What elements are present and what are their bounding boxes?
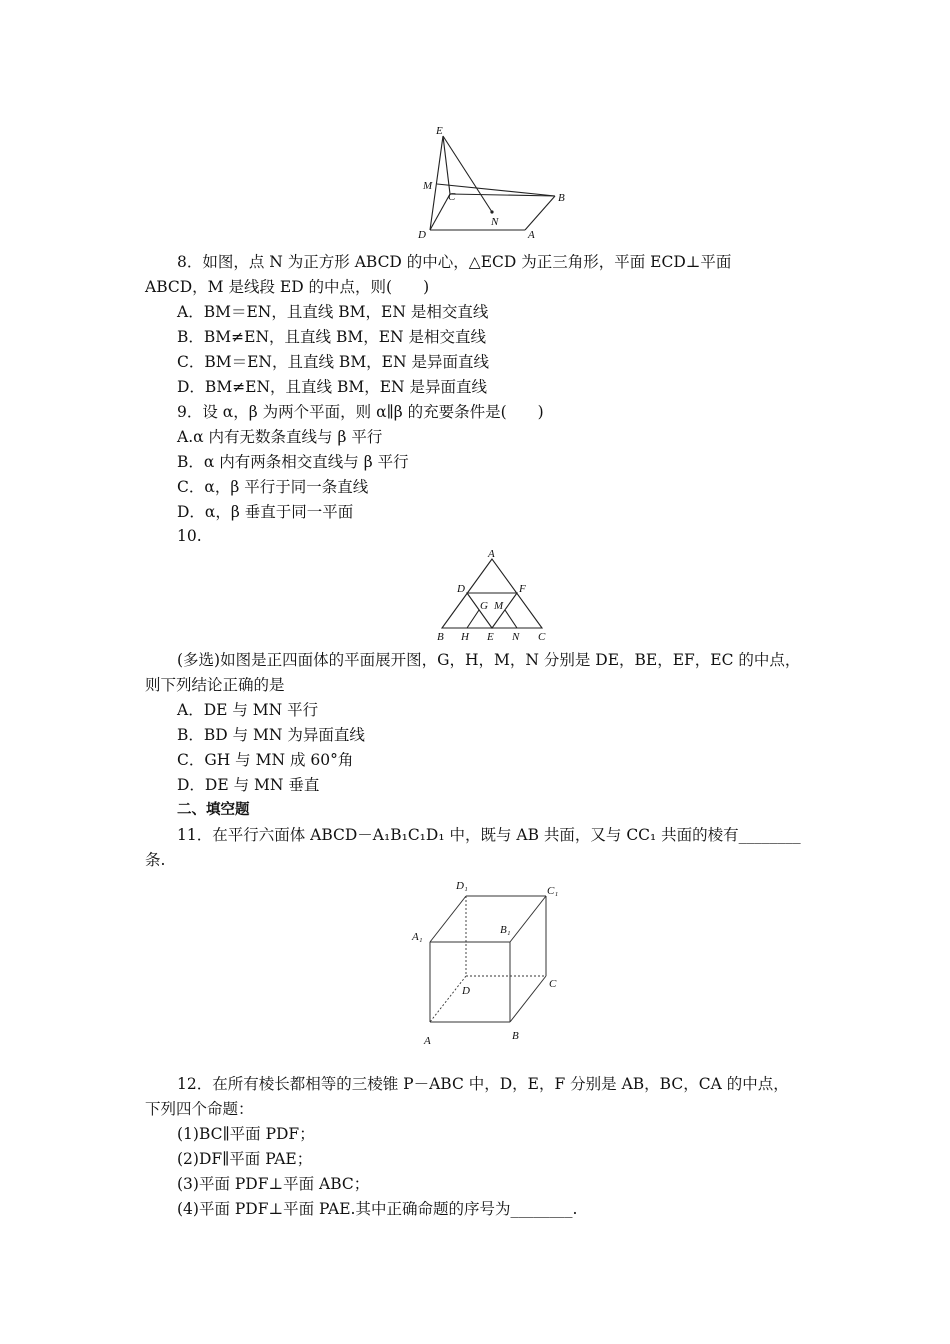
q12-item-2: (2)DF∥平面 PAE； bbox=[177, 1150, 313, 1168]
label-M: M bbox=[423, 180, 433, 192]
label-A: A bbox=[488, 548, 495, 560]
q10-stem-line2: 则下列结论正确的是 bbox=[145, 676, 285, 694]
label-A: A bbox=[528, 229, 535, 241]
q8-option-c: C．BM＝EN，且直线 BM，EN 是异面直线 bbox=[177, 353, 489, 371]
hidden-edge-DA bbox=[430, 976, 466, 1022]
label-D: D bbox=[457, 583, 465, 595]
section-heading-fill-in: 二、填空题 bbox=[177, 802, 250, 818]
q8-figure bbox=[410, 122, 570, 244]
label-B: B bbox=[437, 631, 444, 643]
label-M: M bbox=[494, 600, 504, 612]
inner-triangle-DFE bbox=[467, 593, 517, 628]
q10-number: 10. bbox=[177, 527, 202, 545]
edge-AB bbox=[525, 196, 555, 230]
edge-CB bbox=[510, 976, 546, 1022]
q9-option-d: D．α，β 垂直于同一平面 bbox=[177, 503, 354, 521]
label-D: D bbox=[462, 985, 470, 997]
point-N bbox=[490, 210, 493, 213]
label-B: B bbox=[558, 192, 565, 204]
label-D: D bbox=[418, 229, 426, 241]
label-B: B bbox=[512, 1030, 519, 1042]
q8-option-a: A．BM＝EN，且直线 BM，EN 是相交直线 bbox=[177, 303, 489, 321]
label-F: F bbox=[519, 583, 526, 595]
q10-figure bbox=[425, 545, 560, 645]
label-N: N bbox=[512, 631, 520, 643]
label-H: H bbox=[461, 631, 469, 643]
q11-stem-line2: 条. bbox=[145, 851, 166, 869]
q9-option-c: C．α，β 平行于同一条直线 bbox=[177, 478, 369, 496]
q11-stem-line1: 11．在平行六面体 ABCD－A₁B₁C₁D₁ 中，既与 AB 共面，又与 CC₁ 共面的棱有________ bbox=[177, 826, 801, 844]
segment-NM bbox=[505, 610, 517, 628]
q10-option-a: A．DE 与 MN 平行 bbox=[177, 701, 319, 719]
q12-stem-line2: 下列四个命题： bbox=[145, 1100, 254, 1118]
q12-item-3: (3)平面 PDF⊥平面 ABC； bbox=[177, 1175, 370, 1193]
q10-stem-line1: (多选)如图是正四面体的平面展开图，G，H，M，N 分别是 DE，BE，EF，EC 的中点， bbox=[177, 651, 801, 669]
q10-option-d: D．DE 与 MN 垂直 bbox=[177, 776, 320, 794]
q11-figure-parallelepiped bbox=[400, 874, 580, 1046]
label-A1: A₁ bbox=[412, 931, 423, 943]
label-G: G bbox=[480, 600, 488, 612]
q10-option-b: B．BD 与 MN 为异面直线 bbox=[177, 726, 365, 744]
q9-stem: 9．设 α，β 为两个平面，则 α∥β 的充要条件是( ) bbox=[177, 403, 544, 421]
q8-stem-line2: ABCD，M 是线段 ED 的中点，则( ) bbox=[145, 278, 430, 296]
edge-A1D1 bbox=[430, 896, 466, 942]
segment-HG bbox=[467, 610, 479, 628]
label-D1: D₁ bbox=[456, 880, 468, 892]
label-N: N bbox=[491, 216, 499, 228]
edge-C1B1 bbox=[510, 896, 546, 942]
q9-option-a: A.α 内有无数条直线与 β 平行 bbox=[177, 428, 383, 446]
q12-stem-line1: 12．在所有棱长都相等的三棱锥 P－ABC 中，D，E，F 分别是 AB，BC，CA 的中点， bbox=[177, 1075, 789, 1093]
label-C: C bbox=[549, 978, 557, 990]
label-C: C bbox=[448, 191, 456, 203]
label-A: A bbox=[424, 1035, 431, 1046]
q9-option-b: B．α 内有两条相交直线与 β 平行 bbox=[177, 453, 409, 471]
q8-option-d: D．BM≠EN，且直线 BM，EN 是异面直线 bbox=[177, 378, 488, 396]
label-E: E bbox=[487, 631, 494, 643]
q8-option-b: B．BM≠EN，且直线 BM，EN 是相交直线 bbox=[177, 328, 487, 346]
q10-option-c: C．GH 与 MN 成 60°角 bbox=[177, 751, 354, 769]
q8-stem-line1: 8．如图，点 N 为正方形 ABCD 的中心，△ECD 为正三角形，平面 ECD⊥平面 bbox=[177, 253, 732, 271]
label-E: E bbox=[436, 125, 443, 137]
label-C: C bbox=[538, 631, 546, 643]
label-B1: B₁ bbox=[500, 924, 511, 936]
label-C1: C₁ bbox=[547, 885, 559, 897]
q12-item-4: (4)平面 PDF⊥平面 PAE.其中正确命题的序号为________. bbox=[177, 1200, 578, 1218]
q12-item-1: (1)BC∥平面 PDF； bbox=[177, 1125, 315, 1143]
